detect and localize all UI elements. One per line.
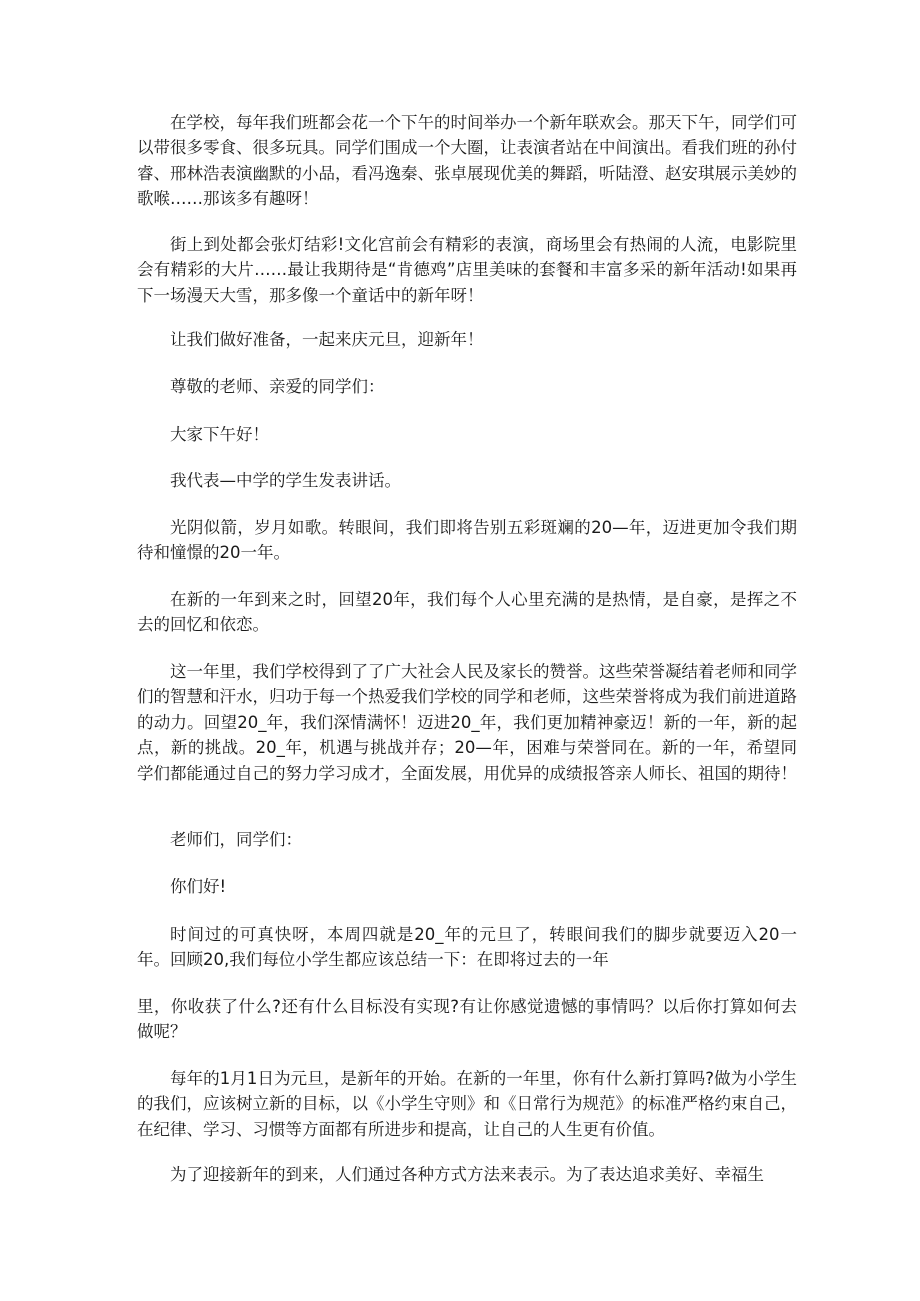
paragraph-looking-back: 在新的一年到来之时，回望20年，我们每个人心里充满的是热情，是自豪，是挥之不去的回忆和依恋。 [137, 590, 797, 635]
paragraph-questions: 里，你收获了什么?还有什么目标没有实现?有让你感觉遗憾的事情吗？以后你打算如何去做呢？ [137, 997, 797, 1042]
paragraph-prepare: 让我们做好准备，一起来庆元旦，迎新年！ [170, 330, 484, 349]
paragraph-street: 街上到处都会张灯结彩!文化宫前会有精彩的表演，商场里会有热闹的人流，电影院里会有精彩的大片……最让我期待是“肯德鸡”店里美味的套餐和丰富多采的新年活动!如果再下一场漫天大雪，那多像一个童话中的新年呀！ [137, 235, 797, 305]
paragraph-time-flies: 光阴似箭，岁月如歌。转眼间，我们即将告别五彩斑斓的20—年，迈进更加令我们期待和憧憬的20一年。 [137, 518, 797, 563]
paragraph-teachers-students: 老师们，同学们： [170, 830, 302, 849]
paragraph-party: 在学校，每年我们班都会花一个下午的时间举办一个新年联欢会。那天下午，同学们可以带很多零食、很多玩具。同学们围成一个大圈，让表演者站在中间演出。看我们班的孙付睿、邢林浩表演幽默的小品，看冯逸秦、张卓展现优美的舞蹈，听陆澄、赵安琪展示美妙的歌喉……那该多有趣呀！ [137, 113, 797, 209]
paragraph-welcome: 为了迎接新年的到来，人们通过各种方式方法来表示。为了表达追求美好、幸福生 [170, 1165, 764, 1184]
paragraph-speaker: 我代表—中学的学生发表讲话。 [170, 471, 401, 490]
paragraph-time-passes: 时间过的可真快呀，本周四就是20_年的元旦了，转眼间我们的脚步就要迈入20一年。回顾20,我们每位小学生都应该总结一下：在即将过去的一年 [137, 925, 797, 970]
paragraph-hello: 你们好! [170, 877, 227, 896]
paragraph-salutation: 尊敬的老师、亲爱的同学们： [170, 377, 385, 396]
paragraph-honors: 这一年里，我们学校得到了了广大社会人民及家长的赞誉。这些荣誉凝结着老师和同学们的智慧和汗水，归功于每一个热爱我们学校的同学和老师，这些荣誉将成为我们前进道路的动力。回望20_年，我们深情满怀！迈进20_年，我们更加精神豪迈！新的一年，新的起点，新的挑战。20_年，机遇与挑战并存；20—年，困难与荣誉同在。新的一年，希望同学们都能通过自己的努力学习成才，全面发展，用优异的成绩报答亲人师长、祖国的期待！ [137, 662, 797, 783]
paragraph-new-year-day: 每年的1月1日为元旦，是新年的开始。在新的一年里，你有什么新打算吗?做为小学生的我们，应该树立新的目标，以《小学生守则》和《日常行为规范》的标准严格约束自己，在纪律、学习、习惯等方面都有所进步和提高，让自己的人生更有价值。 [137, 1069, 797, 1139]
paragraph-greeting: 大家下午好！ [170, 425, 269, 444]
